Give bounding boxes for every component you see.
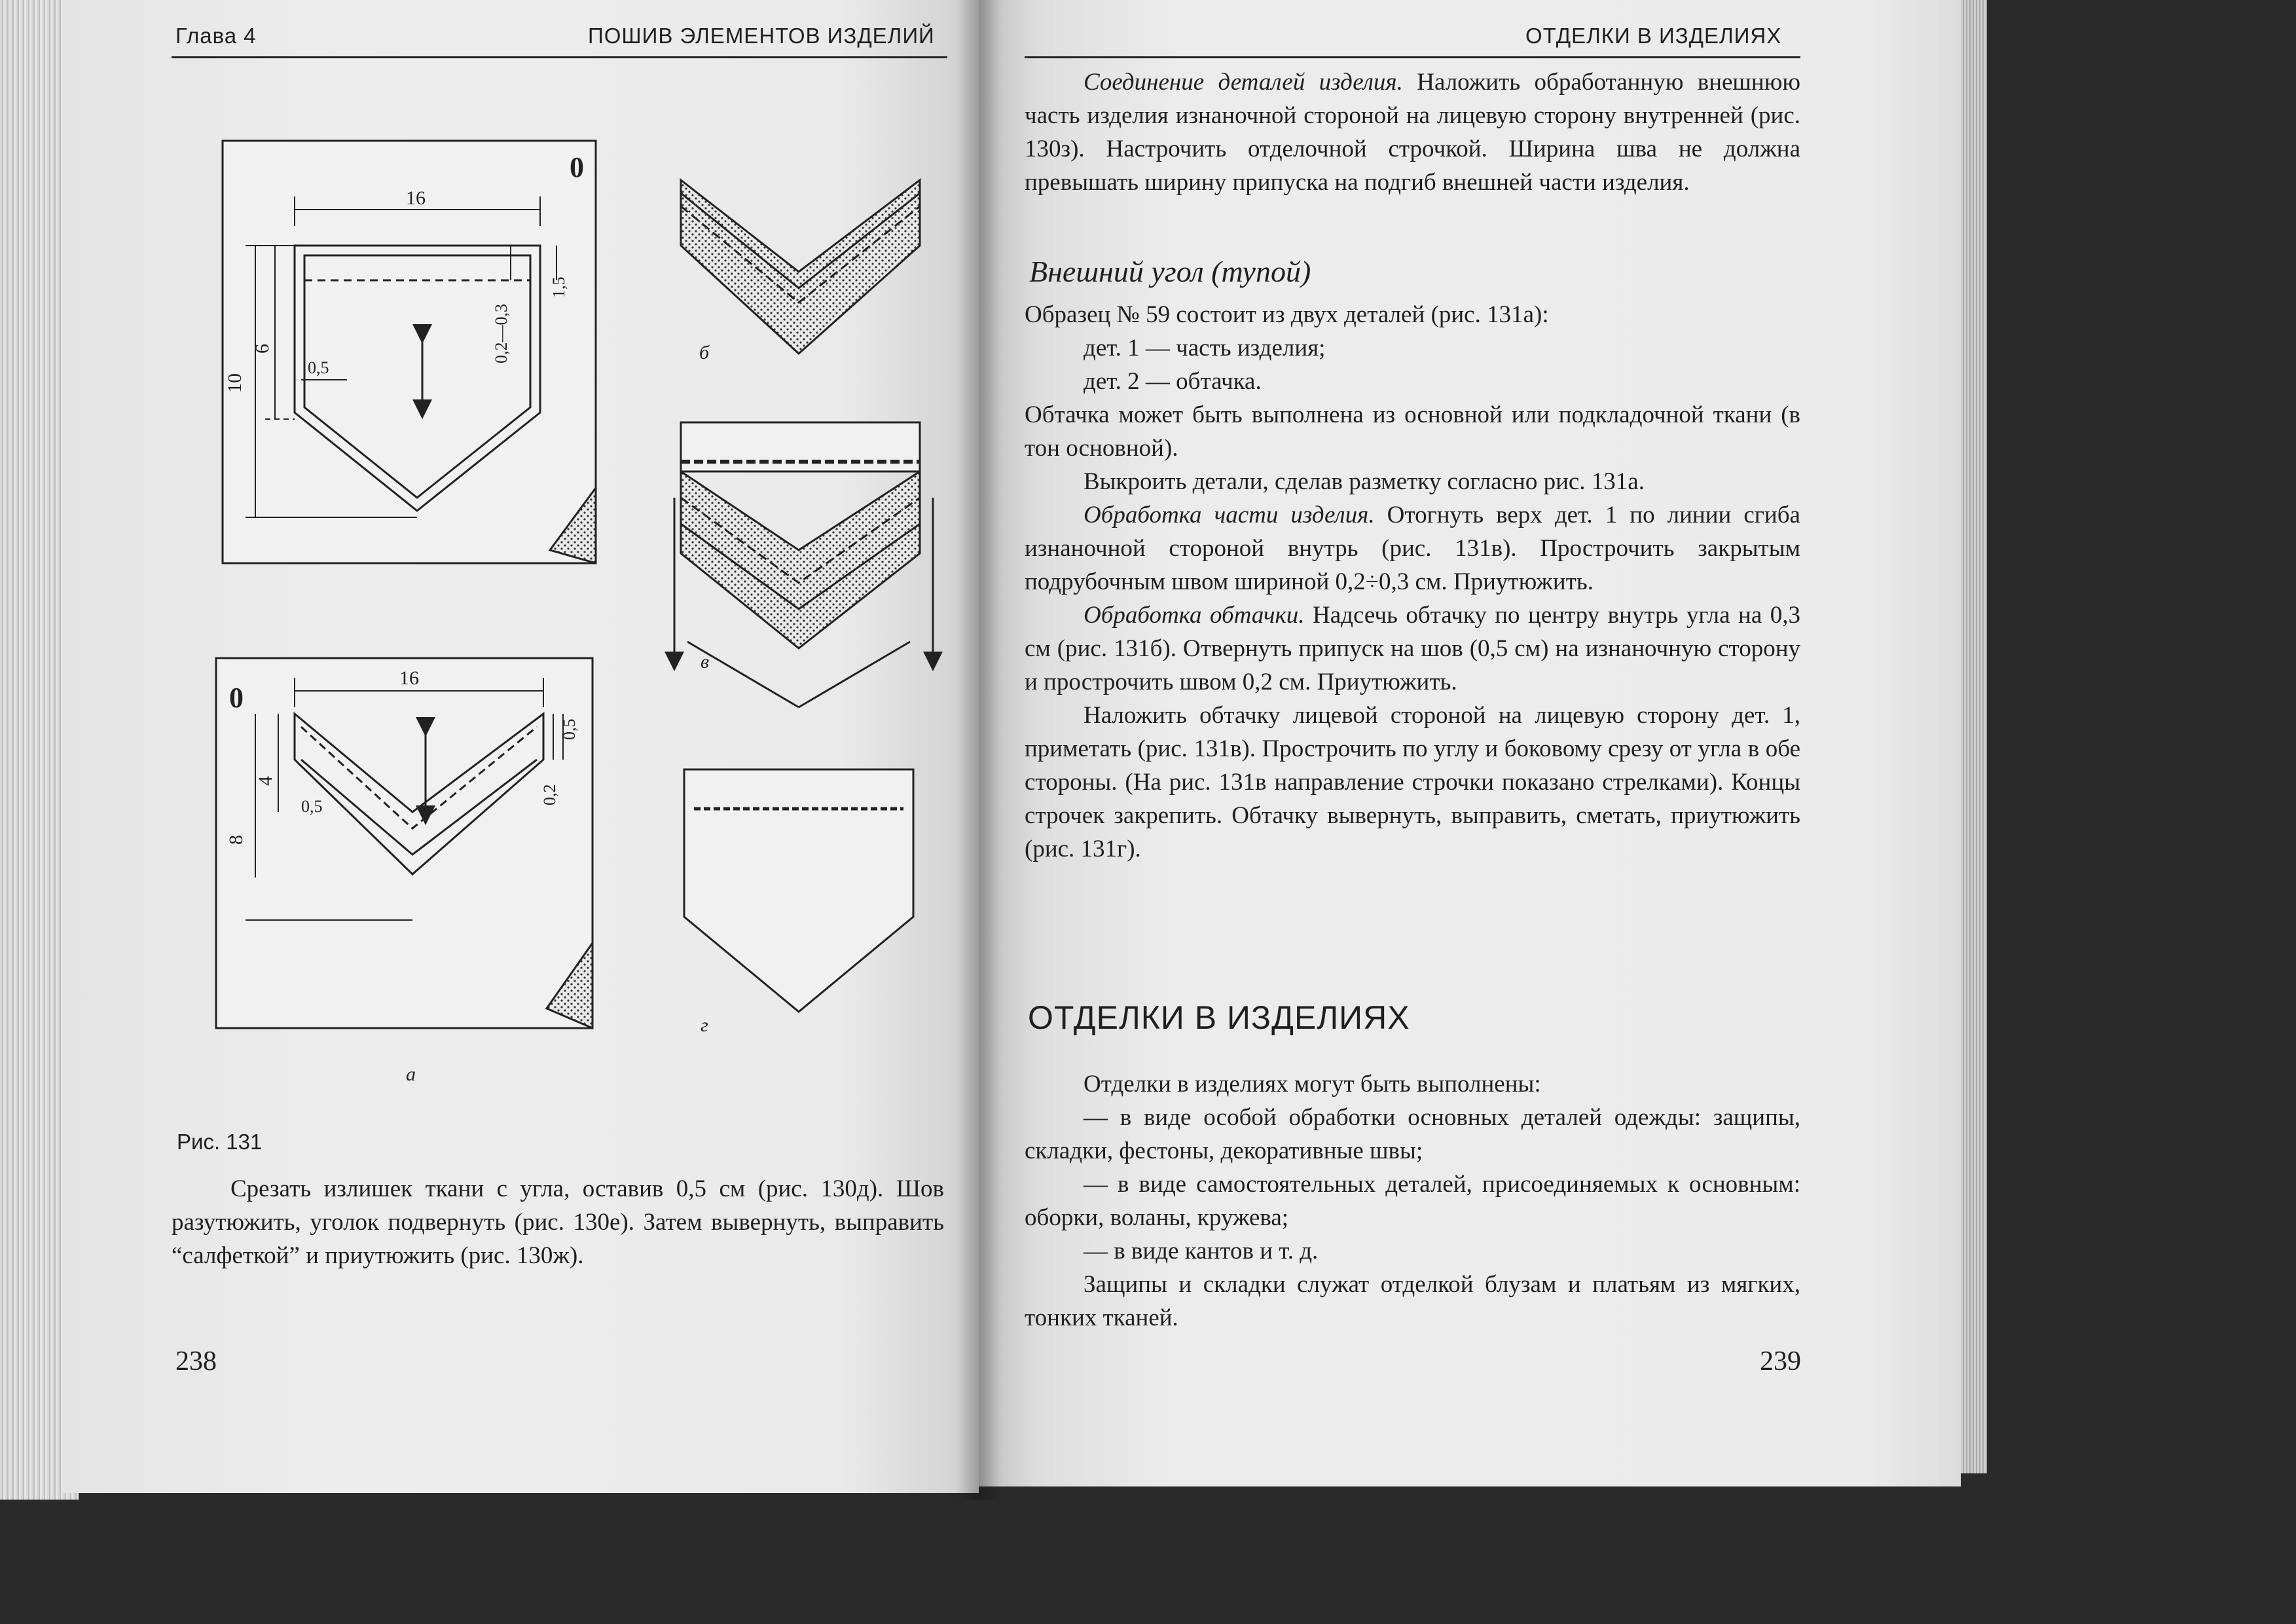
- p2: Образец № 59 состоит из двух деталей (рис. 131а):: [1025, 301, 1549, 328]
- panel-a-seam: 0,5: [308, 358, 329, 377]
- panel-a-height-outer: 10: [224, 373, 246, 393]
- section-heading: ОТДЕЛКИ В ИЗДЕЛИЯХ: [1028, 999, 1410, 1036]
- p5-lead: Обработка части изделия.: [1084, 502, 1375, 528]
- panel-v: [216, 658, 592, 1028]
- item-1: дет. 1 — часть изделия;: [1084, 335, 1326, 361]
- running-head-right: ОТДЕЛКИ В ИЗДЕЛИЯХ: [1525, 24, 1782, 48]
- panel-v-width: 16: [399, 667, 419, 689]
- panel-v-dim-hem: 0,5: [560, 718, 579, 740]
- p1-lead: Соединение деталей изделия.: [1084, 69, 1403, 96]
- panel-vv: [674, 422, 933, 707]
- panel-v-height-outer: 8: [225, 835, 247, 845]
- figure-caption: Рис. 131: [177, 1130, 263, 1154]
- right-body-bottom: [1025, 1067, 1800, 1335]
- panel-v-marker: 0: [229, 682, 244, 714]
- right-body-main: [1025, 298, 1800, 866]
- p5-text: Отогнуть верх дет. 1 по линии сгиба изнаночной стороной внутрь (рис. 131в). Прострочить закрытым подрубочным швом шириной 0,2÷0,3 см. Приутюжить.: [1025, 502, 1800, 595]
- left-paragraph: Срезать излишек ткани с угла, оставив 0,5 см (рис. 130д). Шов разутюжить, уголок подвернуть (рис. 130е). Затем вывернуть, выправить “салфеткой” и приутюжить (рис. 130ж).: [172, 1175, 944, 1269]
- panel-g-label: г: [701, 1014, 708, 1036]
- p4: Выкроить детали, сделав разметку согласно рис. 131а.: [1084, 468, 1645, 495]
- page-edges-right: [1961, 0, 1987, 1473]
- bullet-2: — в виде самостоятельных деталей, присоединяемых к основным: оборки, воланы, кружева;: [1025, 1171, 1800, 1231]
- p1-text: Наложить обработанную внешнюю часть изделия изнаночной стороной на лицевую сторону внутренней (рис. 130з). Настрочить отделочной строчкой. Ширина шва не должна превышать ширину припуска на подгиб внешней части изделия.: [1025, 69, 1801, 196]
- panel-a-dim-small: 0,2—0,3: [492, 304, 511, 363]
- panel-a-height-inner: 6: [251, 344, 273, 354]
- panel-v-seam: 0,5: [301, 797, 323, 816]
- book-spine-shadow: [956, 0, 1002, 1500]
- bullet-3: — в виде кантов и т. д.: [1084, 1238, 1319, 1264]
- p6-text: Надсечь обтачку по центру внутрь угла на 0,3 см (рис. 131б). Отвернуть припуск на шов (0,5 см) на изнаночную сторону и прострочить швом 0,2 см. Приутюжить.: [1025, 602, 1800, 695]
- panel-g: [684, 769, 913, 1012]
- running-head-chapter: Глава 4: [175, 24, 257, 48]
- p9: Защипы и складки служат отделкой блузам и платьям из мягких, тонких тканей.: [1025, 1271, 1800, 1331]
- panel-a-dim-hem: 1,5: [549, 276, 568, 298]
- header-rule-right: [1025, 56, 1800, 58]
- page-number-right: 239: [1760, 1346, 1801, 1376]
- running-head-title-left: ПОШИВ ЭЛЕМЕНТОВ ИЗДЕЛИЙ: [588, 24, 935, 48]
- panel-a-marker: 0: [570, 151, 584, 183]
- panel-v-dim-small: 0,2: [540, 784, 559, 805]
- right-body-top: [1025, 65, 1800, 199]
- p6-lead: Обработка обтачки.: [1084, 602, 1305, 629]
- panel-b: [681, 180, 920, 354]
- header-rule-left: [172, 56, 947, 58]
- panel-v-height-inner: 4: [255, 776, 276, 786]
- subheading-outer-corner: Внешний угол (тупой): [1029, 255, 1311, 288]
- left-body: [172, 1172, 944, 1272]
- p3: Обтачка может быть выполнена из основной или подкладочной ткани (в тон основной).: [1025, 401, 1800, 462]
- panel-a-label: а: [406, 1063, 416, 1085]
- figure-131: [196, 131, 949, 1113]
- p7: Наложить обтачку лицевой стороной на лицевую сторону дет. 1, приметать (рис. 131в). Прострочить по углу и боковому срезу от угла в обе стороны. (На рис. 131в направление строчки показано стрелками). Концы строчек закрепить. Обтачку вывернуть, выправить, сметать, приутюжить (рис. 131г).: [1025, 702, 1800, 862]
- item-2: дет. 2 — обтачка.: [1084, 368, 1262, 395]
- panel-b-label: б: [699, 342, 710, 363]
- panel-a-width: 16: [406, 187, 426, 209]
- p8: Отделки в изделиях могут быть выполнены:: [1084, 1071, 1541, 1098]
- bullet-1: — в виде особой обработки основных деталей одежды: защипы, складки, фестоны, декоративные швы;: [1025, 1104, 1800, 1164]
- panel-vv-label: в: [701, 651, 710, 673]
- page-number-left: 238: [175, 1346, 217, 1376]
